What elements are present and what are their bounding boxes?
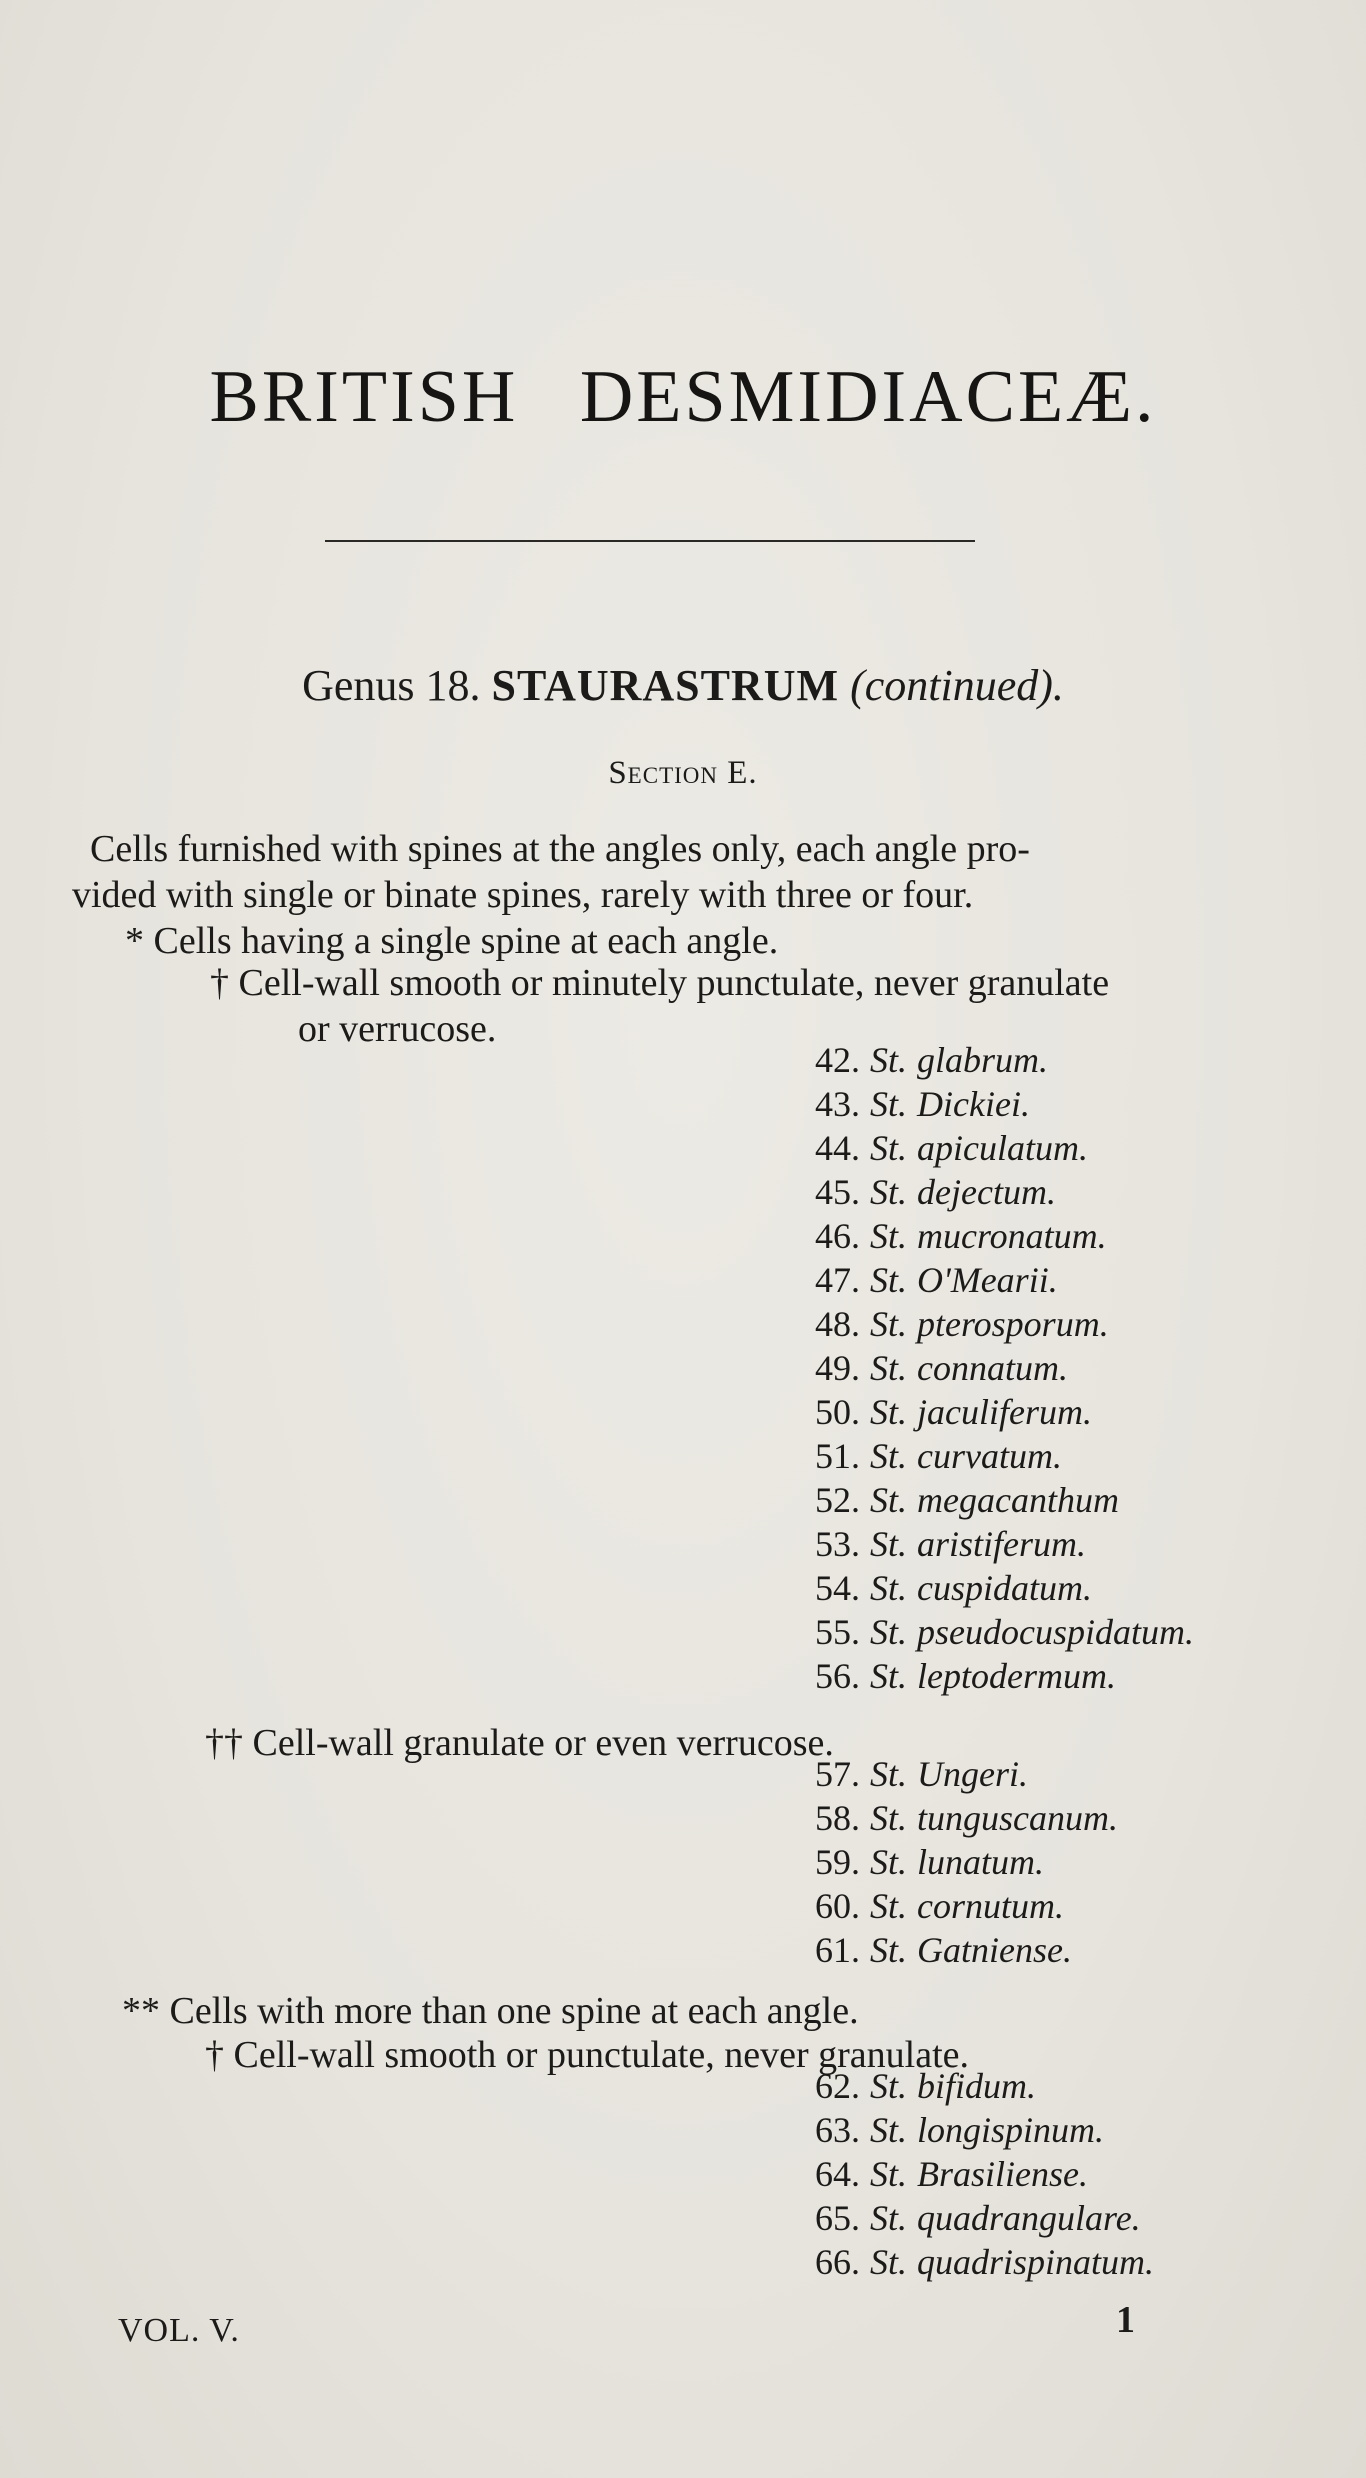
species-genus-abbrev: St. [870, 2154, 908, 2194]
species-genus-abbrev: St. [870, 1128, 908, 1168]
species-genus-abbrev: St. [870, 1040, 908, 1080]
species-entry [782, 1478, 1194, 1522]
species-entry [782, 1840, 1118, 1884]
species-number: 61. [815, 1930, 860, 1970]
species-genus-abbrev: St. [870, 1436, 908, 1476]
species-name: Dickiei. [917, 1084, 1030, 1124]
species-genus-abbrev: St. [870, 1172, 908, 1212]
species-genus-abbrev: St. [870, 1930, 908, 1970]
species-name: jaculiferum. [917, 1392, 1092, 1432]
species-entry [782, 1522, 1194, 1566]
species-number: 63. [815, 2110, 860, 2150]
species-entry [782, 1752, 1118, 1796]
species-entry [782, 2240, 1154, 2284]
species-number: 49. [815, 1348, 860, 1388]
genus-prefix: Genus 18. [302, 661, 481, 710]
species-number: 62. [815, 2066, 860, 2106]
species-entry [782, 2108, 1154, 2152]
species-entry [782, 1170, 1194, 1214]
species-name: apiculatum. [917, 1128, 1088, 1168]
group1-heading: * Cells having a single spine at each angle. [125, 920, 779, 962]
species-entry [782, 1654, 1194, 1698]
species-genus-abbrev: St. [870, 1798, 908, 1838]
species-list-group2-sub1 [782, 2064, 1154, 2284]
species-number: 64. [815, 2154, 860, 2194]
species-entry [782, 2196, 1154, 2240]
group1-sub2-heading: †† Cell-wall granulate or even verrucose. [205, 1722, 834, 1764]
species-genus-abbrev: St. [870, 1260, 908, 1300]
species-name: lunatum. [917, 1842, 1045, 1882]
species-name: leptodermum. [917, 1656, 1116, 1696]
species-number: 54. [815, 1568, 860, 1608]
species-number: 58. [815, 1798, 860, 1838]
species-genus-abbrev: St. [870, 1216, 908, 1256]
signature-mark: 1 [1116, 2299, 1135, 2341]
species-genus-abbrev: St. [870, 1392, 908, 1432]
species-genus-abbrev: St. [870, 2198, 908, 2238]
species-number: 45. [815, 1172, 860, 1212]
genus-continued: (continued). [850, 661, 1064, 710]
species-entry [782, 1214, 1194, 1258]
species-number: 56. [815, 1656, 860, 1696]
species-name: tunguscanum. [917, 1798, 1119, 1838]
species-name: aristiferum. [917, 1524, 1087, 1564]
species-genus-abbrev: St. [870, 1568, 908, 1608]
species-number: 46. [815, 1216, 860, 1256]
species-entry [782, 1258, 1194, 1302]
species-genus-abbrev: St. [870, 1754, 908, 1794]
species-entry [782, 1038, 1194, 1082]
species-genus-abbrev: St. [870, 1612, 908, 1652]
species-genus-abbrev: St. [870, 1842, 908, 1882]
group2-heading: ** Cells with more than one spine at each angle. [122, 1990, 859, 2032]
species-number: 50. [815, 1392, 860, 1432]
species-list-group1-sub2 [782, 1752, 1118, 1972]
species-name: Gatniense. [917, 1930, 1072, 1970]
species-entry [782, 2152, 1154, 2196]
species-genus-abbrev: St. [870, 2110, 908, 2150]
species-entry [782, 1566, 1194, 1610]
species-name: longispinum. [917, 2110, 1105, 2150]
species-name: mucronatum. [917, 1216, 1107, 1256]
species-entry [782, 1346, 1194, 1390]
species-entry [782, 1082, 1194, 1126]
species-number: 60. [815, 1886, 860, 1926]
species-number: 51. [815, 1436, 860, 1476]
species-number: 66. [815, 2242, 860, 2282]
species-name: pterosporum. [917, 1304, 1109, 1344]
species-name: curvatum. [917, 1436, 1062, 1476]
species-name: dejectum. [917, 1172, 1056, 1212]
species-entry [782, 1126, 1194, 1170]
species-list-group1-sub1 [782, 1038, 1194, 1698]
species-name: Brasiliense. [917, 2154, 1088, 2194]
species-number: 55. [815, 1612, 860, 1652]
species-entry [782, 1434, 1194, 1478]
species-genus-abbrev: St. [870, 1304, 908, 1344]
species-number: 59. [815, 1842, 860, 1882]
species-number: 44. [815, 1128, 860, 1168]
species-name: bifidum. [917, 2066, 1037, 2106]
volume-label: VOL. V. [118, 2312, 240, 2349]
species-name: cuspidatum. [917, 1568, 1093, 1608]
section-heading: Section E. [608, 755, 758, 791]
genus-name: STAURASTRUM [491, 661, 840, 710]
species-name: pseudocuspidatum. [917, 1612, 1194, 1652]
species-entry [782, 1390, 1194, 1434]
species-genus-abbrev: St. [870, 1084, 908, 1124]
species-genus-abbrev: St. [870, 1524, 908, 1564]
group1-sub1-heading-line-1: † Cell-wall smooth or minutely punctulate, never granulate [210, 962, 1110, 1004]
species-number: 57. [815, 1754, 860, 1794]
genus-heading [0, 660, 1366, 711]
species-name: connatum. [917, 1348, 1068, 1388]
species-entry [782, 1796, 1118, 1840]
species-genus-abbrev: St. [870, 2242, 908, 2282]
species-name: quadrispinatum. [917, 2242, 1155, 2282]
species-entry [782, 1884, 1118, 1928]
book-title: BRITISH DESMIDIACEÆ. [209, 356, 1157, 438]
species-genus-abbrev: St. [870, 1480, 908, 1520]
species-genus-abbrev: St. [870, 2066, 908, 2106]
species-name: O'Mearii. [917, 1260, 1058, 1300]
species-number: 65. [815, 2198, 860, 2238]
species-number: 43. [815, 1084, 860, 1124]
species-name: megacanthum [917, 1480, 1119, 1520]
species-genus-abbrev: St. [870, 1886, 908, 1926]
species-name: glabrum. [917, 1040, 1049, 1080]
species-name: Ungeri. [917, 1754, 1029, 1794]
species-name: cornutum. [917, 1886, 1065, 1926]
species-number: 53. [815, 1524, 860, 1564]
species-entry [782, 1928, 1118, 1972]
species-entry [782, 1610, 1194, 1654]
species-entry [782, 2064, 1154, 2108]
species-number: 48. [815, 1304, 860, 1344]
title-rule [325, 540, 975, 542]
group1-sub1-heading-line-2: or verrucose. [298, 1008, 497, 1050]
species-entry [782, 1302, 1194, 1346]
species-name: quadrangulare. [917, 2198, 1141, 2238]
species-number: 42. [815, 1040, 860, 1080]
species-number: 52. [815, 1480, 860, 1520]
description-line-2: vided with single or binate spines, rarely with three or four. [72, 874, 974, 916]
species-genus-abbrev: St. [870, 1348, 908, 1388]
species-genus-abbrev: St. [870, 1656, 908, 1696]
species-number: 47. [815, 1260, 860, 1300]
description-line-1: Cells furnished with spines at the angles only, each angle pro- [90, 828, 1030, 870]
group2-sub1-heading: † Cell-wall smooth or punctulate, never granulate. [205, 2034, 969, 2076]
